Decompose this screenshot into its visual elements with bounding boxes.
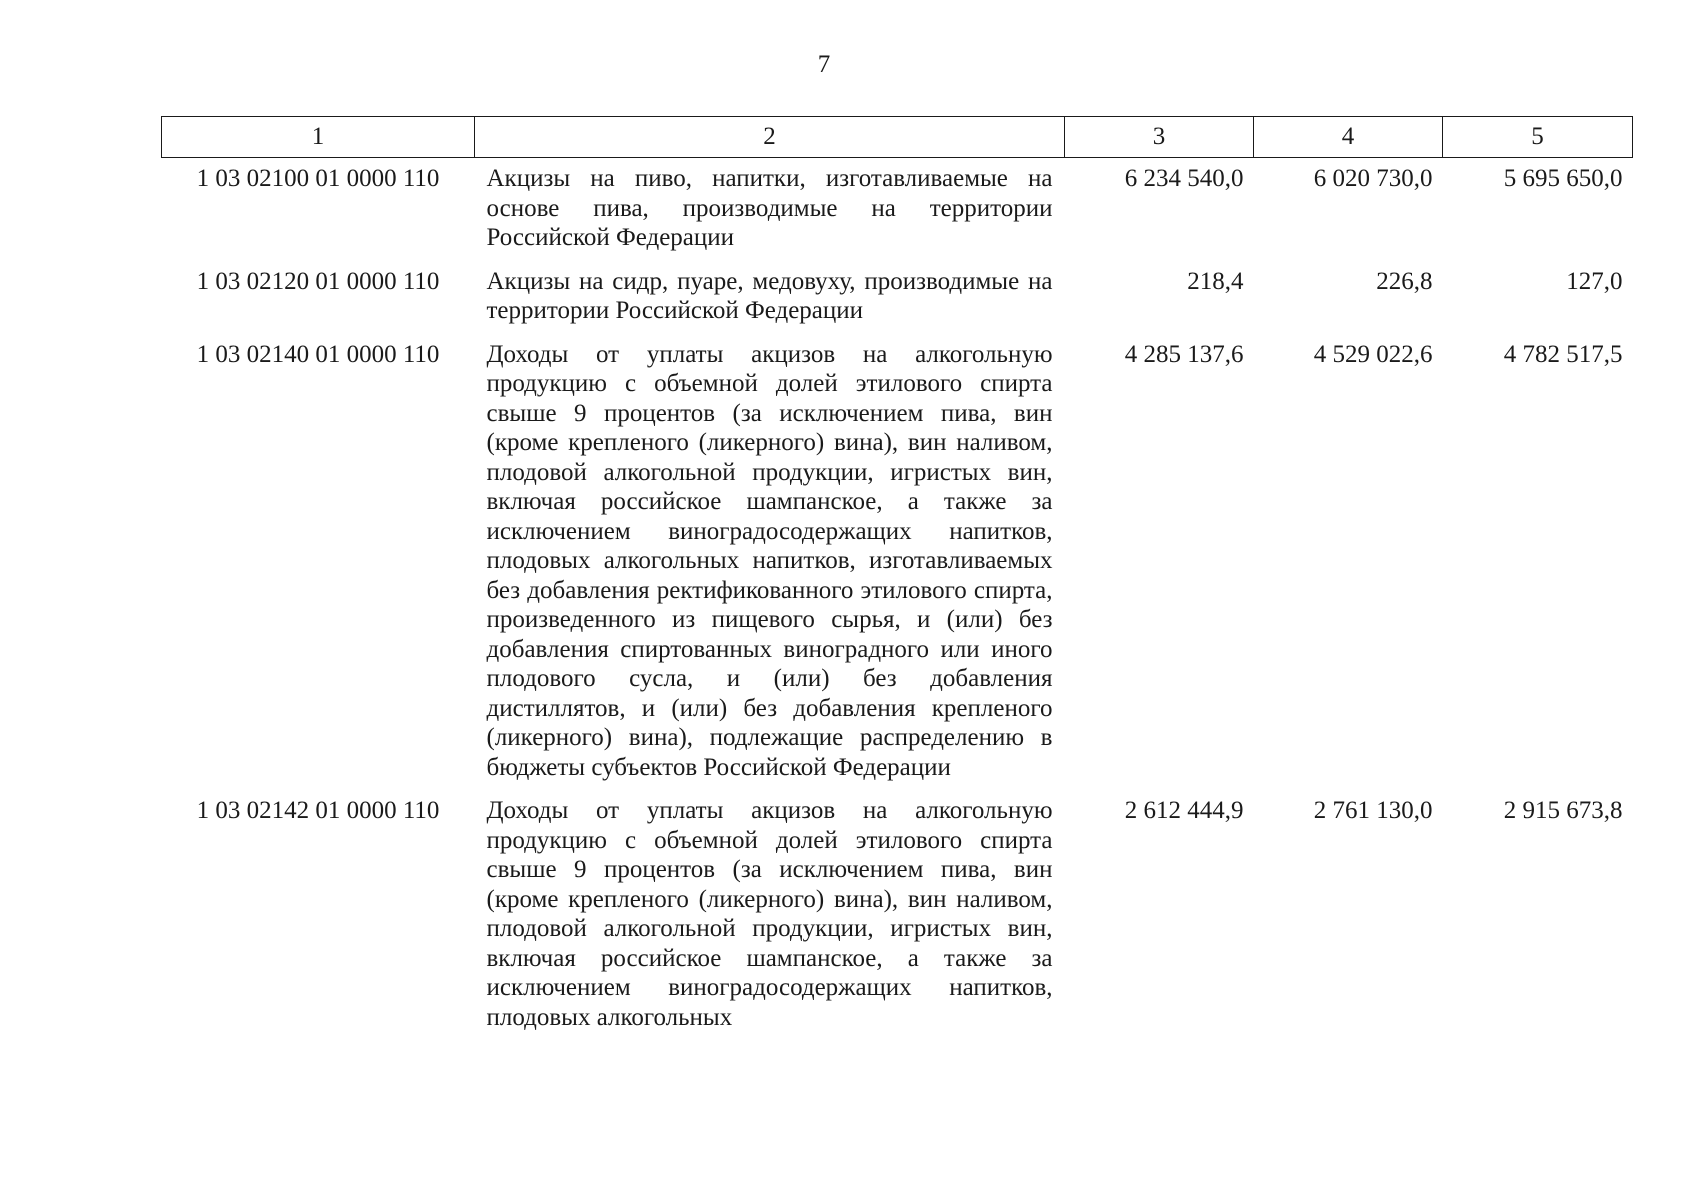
amount-year-3: 5 695 650,0 (1503, 165, 1623, 192)
amount-year-3: 4 782 517,5 (1503, 340, 1623, 368)
table-body (162, 158, 1633, 1037)
table-row (162, 334, 1633, 791)
revenue-table (161, 116, 1633, 1036)
column-header-name: 2 (475, 117, 1065, 158)
amount-year-2: 4 529 022,6 (1313, 340, 1433, 368)
income-code: 1 03 02142 01 0000 110 (196, 797, 440, 824)
column-header-code: 1 (162, 117, 475, 158)
amount-year-1: 6 234 540,0 (1124, 165, 1244, 192)
column-header-year-1: 3 (1065, 117, 1254, 158)
table-row (162, 261, 1633, 334)
amount-year-1: 4 285 137,6 (1124, 340, 1244, 368)
income-name: Акцизы на сидр, пуаре, медовуху, производимые на территории Российской Федерации (486, 267, 1053, 324)
amount-year-1: 2 612 444,9 (1124, 797, 1244, 824)
amount-year-1: 218,4 (1187, 267, 1244, 295)
income-name: Доходы от уплаты акцизов на алкогольную продукцию с объемной долей этилового спирта свыше 9 процентов (за исключением пива, вин (кроме крепленого (ликерного) вина), вин наливом, плодовой алкогольной продукции, игристых вин, включая российское шампанское, а также за исключением виноградосодержащих напитков, плодовых алкогольных напитков, изготавливаемых без добавления ректификованного этилового спирта, произведенного из пищевого сырья, и (или) без добавления спиртованных виноградного или иного плодового сусла, и (или) без добавления дистиллятов, и (или) без добавления крепленого (ликерного) вина), подлежащие распределению в бюджеты субъектов Российской Федерации (486, 340, 1053, 781)
table-header (162, 117, 1633, 158)
income-code: 1 03 02140 01 0000 110 (196, 340, 440, 368)
amount-year-2: 226,8 (1376, 267, 1433, 295)
column-header-year-3: 5 (1443, 117, 1633, 158)
header-row (162, 117, 1633, 158)
income-name: Акцизы на пиво, напитки, изготавливаемые на основе пива, производимые на территории Российской Федерации (486, 165, 1053, 251)
table-row (162, 158, 1633, 261)
page-number: 7 (817, 51, 831, 78)
amount-year-2: 2 761 130,0 (1313, 797, 1433, 824)
amount-year-2: 6 020 730,0 (1313, 165, 1433, 192)
income-code: 1 03 02100 01 0000 110 (196, 165, 440, 192)
table-row (162, 790, 1633, 1036)
amount-year-3: 2 915 673,8 (1503, 797, 1623, 824)
income-code: 1 03 02120 01 0000 110 (196, 267, 440, 295)
amount-year-3: 127,0 (1566, 267, 1623, 295)
column-header-year-2: 4 (1254, 117, 1443, 158)
income-name: Доходы от уплаты акцизов на алкогольную продукцию с объемной долей этилового спирта свыше 9 процентов (за исключением пива, вин (кроме крепленого (ликерного) вина), вин наливом, плодовой алкогольной продукции, игристых вин, включая российское шампанское, а также за исключением виноградосодержащих напитков, плодовых алкогольных (486, 797, 1053, 1031)
